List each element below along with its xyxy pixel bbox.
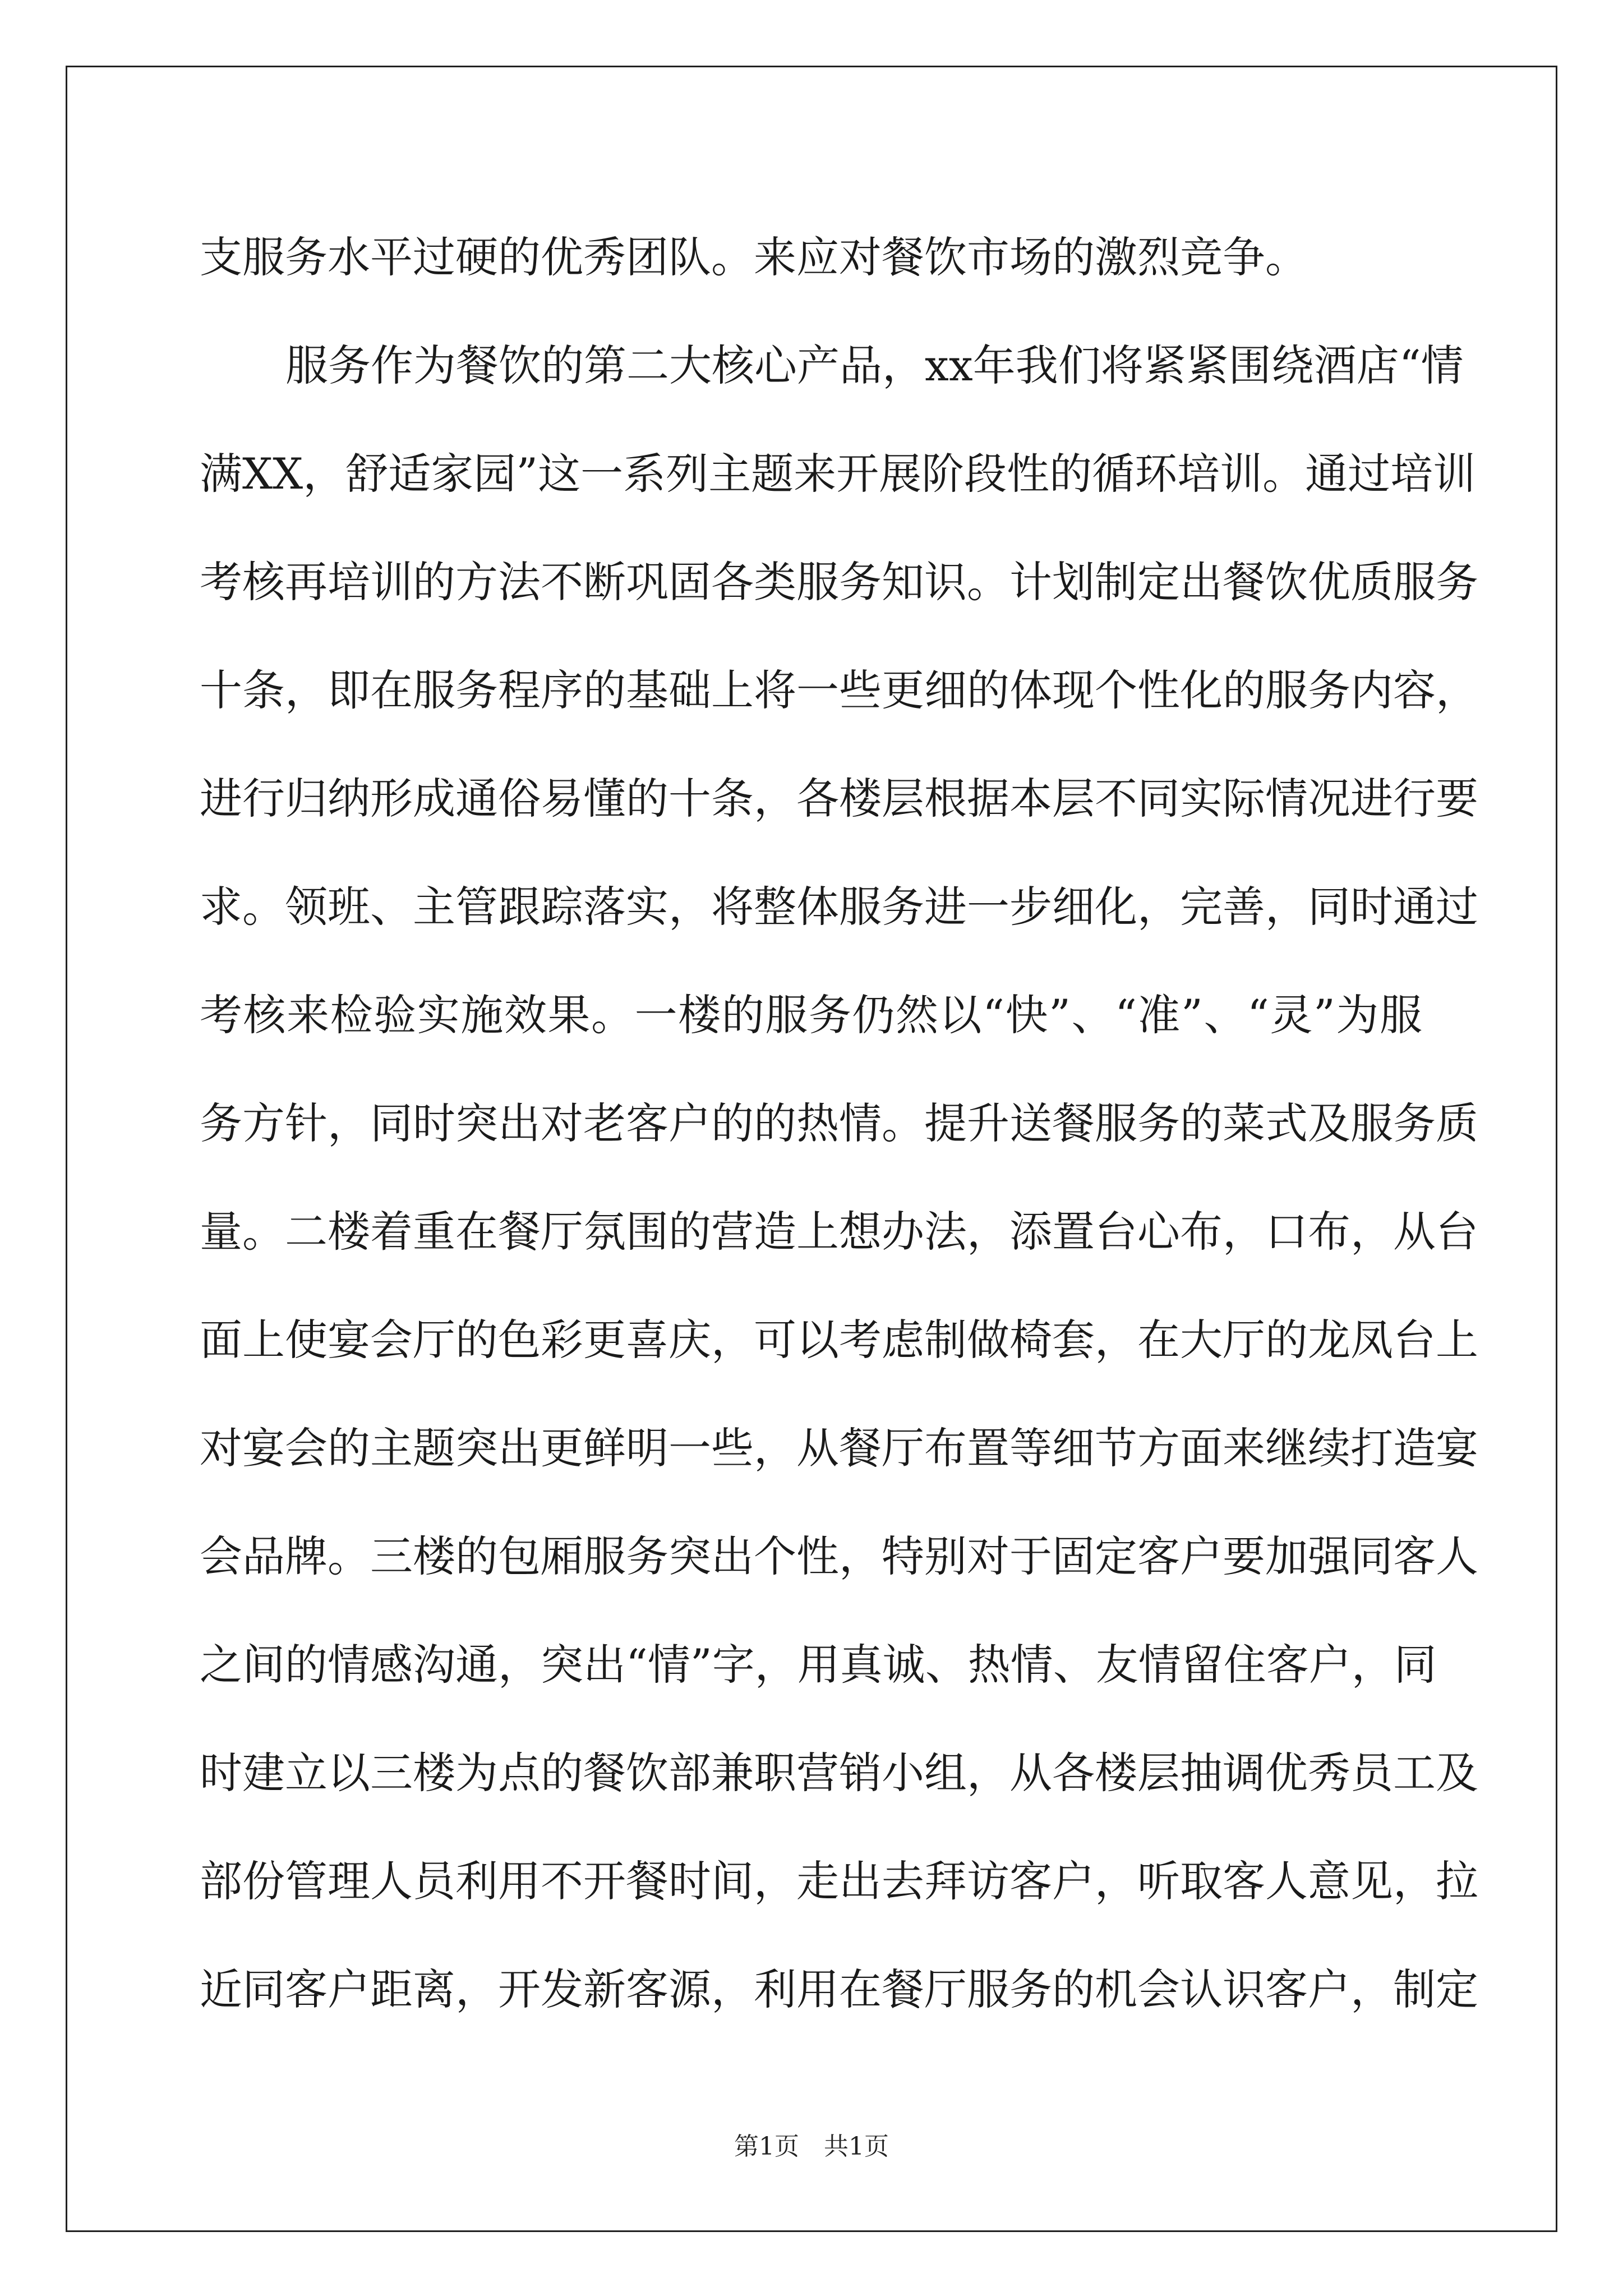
text-line: 量。二楼着重在餐厅氛围的营造上想办法，添置台心布，口布，从台 [200,1207,1478,1257]
text-line: 进行归纳形成通俗易懂的十条，各楼层根据本层不同实际情况进行要 [200,774,1478,823]
text-line: 部份管理人员利用不开餐时间，走出去拜访客户，听取客人意见，拉 [200,1856,1478,1906]
text-line: 会品牌。三楼的包厢服务突出个性，特别对于固定客户要加强同客人 [200,1531,1478,1581]
text-line: 考核来检验实施效果。一楼的服务仍然以“快”、“准”、“灵”为服 [200,990,1422,1040]
text-line: 之间的情感沟通，突出“情”字，用真诚、热情、友情留住客户，同 [200,1640,1437,1690]
text-line: 服务作为餐饮的第二大核心产品，xx年我们将紧紧围绕酒店“情 [285,341,1464,390]
text-line: 对宴会的主题突出更鲜明一些，从餐厅布置等细节方面来继续打造宴 [200,1423,1478,1473]
text-line: 时建立以三楼为点的餐饮部兼职营销小组，从各楼层抽调优秀员工及 [200,1748,1478,1798]
text-line: 支服务水平过硬的优秀团队。来应对餐饮市场的激烈竞争。 [200,232,1308,282]
text-line: 面上使宴会厅的色彩更喜庆，可以考虑制做椅套，在大厅的龙凤台上 [200,1315,1478,1365]
page-footer: 第1页 共1页 [734,2132,889,2161]
text-line: 务方针，同时突出对老客户的的热情。提升送餐服务的菜式及服务质 [200,1098,1478,1148]
text-line: 近同客户距离，开发新客源，利用在餐厅服务的机会认识客户，制定 [200,1964,1478,2014]
text-line: 求。领班、主管跟踪落实，将整体服务进一步细化，完善，同时通过 [200,882,1478,932]
text-line: 考核再培训的方法不断巩固各类服务知识。计划制定出餐饮优质服务 [200,557,1478,607]
document-body [200,203,1478,2044]
text-line: 十条，即在服务程序的基础上将一些更细的体现个性化的服务内容， [200,665,1478,715]
text-line: 满XX，舒适家园”这一系列主题来开展阶段性的循环培训。通过培训 [200,449,1476,499]
